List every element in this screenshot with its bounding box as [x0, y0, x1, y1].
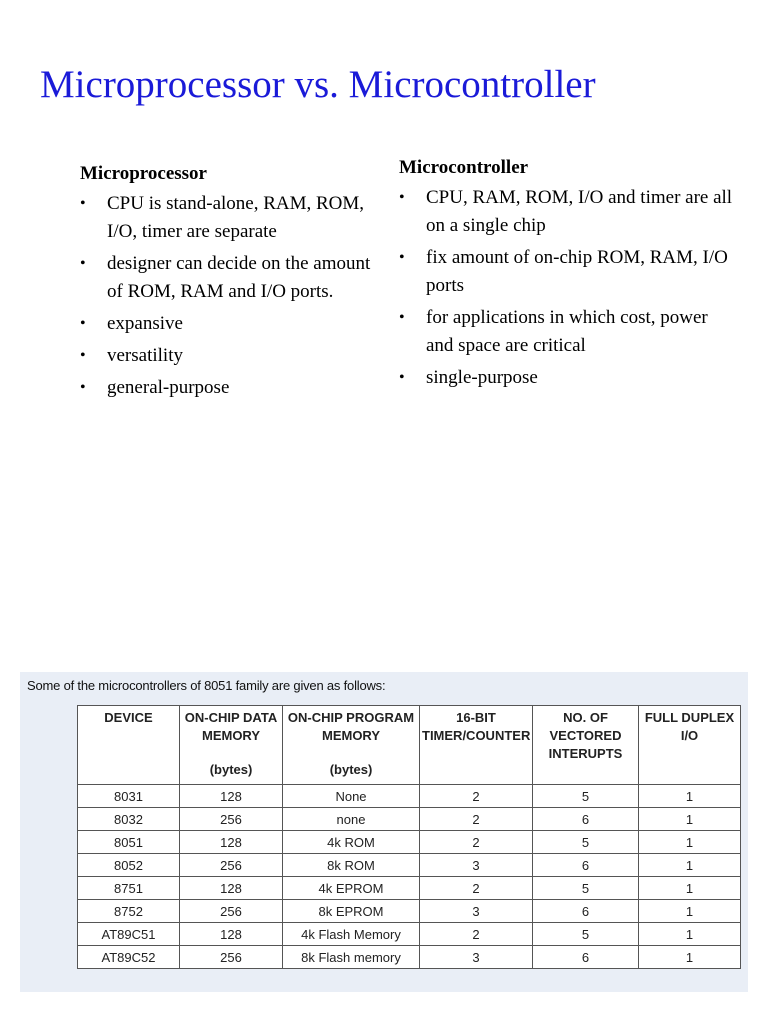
microprocessor-bullet-item	[80, 250, 380, 306]
table-cell: 1	[639, 831, 741, 854]
microprocessor-column	[80, 162, 380, 406]
microcontroller-bullet-text: for applications in which cost, power and space are critical	[426, 307, 708, 356]
table-row	[78, 900, 741, 923]
microprocessor-bullet-item	[80, 374, 380, 402]
bullet-icon: •	[399, 369, 405, 386]
microprocessor-bullet-text: general-purpose	[107, 377, 230, 398]
table-cell: 1	[639, 785, 741, 808]
table-cell: 5	[533, 923, 639, 946]
slide-title: Microprocessor vs. Microcontroller	[40, 63, 596, 106]
microcontroller-column	[399, 156, 739, 396]
table-row	[78, 923, 741, 946]
microprocessor-bullet-text: CPU is stand-alone, RAM, ROM, I/O, timer are separate	[107, 193, 365, 242]
table-row	[78, 854, 741, 877]
table-row	[78, 808, 741, 831]
table-cell: 6	[533, 854, 639, 877]
table-cell: 2	[420, 877, 533, 900]
table-cell: 128	[180, 785, 283, 808]
table-cell: 8032	[78, 808, 180, 831]
column-header-unit: (bytes)	[329, 762, 373, 777]
table-cell: 256	[180, 808, 283, 831]
bullet-icon: •	[80, 255, 86, 272]
table-cell: 128	[180, 831, 283, 854]
column-header	[533, 706, 639, 785]
table-row	[78, 785, 741, 808]
table-cell: 2	[420, 831, 533, 854]
column-header	[180, 706, 283, 785]
column-header	[420, 706, 533, 785]
column-header-label: DEVICE	[104, 710, 153, 725]
table-cell: 6	[533, 946, 639, 969]
table-cell: 1	[639, 854, 741, 877]
bullet-icon: •	[399, 249, 405, 266]
microcontroller-bullet-item	[399, 184, 739, 240]
microprocessor-bullet-list	[80, 190, 380, 402]
microprocessor-bullet-item	[80, 190, 380, 246]
column-header-label: FULL DUPLEX I/O	[644, 710, 735, 743]
microcontroller-bullet-item	[399, 364, 739, 392]
table-cell: 2	[420, 785, 533, 808]
table-cell: 2	[420, 923, 533, 946]
table-cell: 256	[180, 854, 283, 877]
table-cell: 1	[639, 946, 741, 969]
table-cell: 8052	[78, 854, 180, 877]
table-header-row	[78, 706, 741, 785]
table-cell: 5	[533, 831, 639, 854]
bullet-icon: •	[80, 195, 86, 212]
bullet-icon: •	[80, 315, 86, 332]
table-cell: 8k Flash memory	[283, 946, 420, 969]
microcontroller-bullet-text: single-purpose	[426, 367, 538, 388]
table-cell: 8k EPROM	[283, 900, 420, 923]
table-cell: 1	[639, 923, 741, 946]
table-cell: 4k ROM	[283, 831, 420, 854]
microprocessor-bullet-item	[80, 342, 380, 370]
table-cell: 4k EPROM	[283, 877, 420, 900]
microprocessor-bullet-text: designer can decide on the amount of ROM, RAM and I/O ports.	[107, 253, 371, 302]
bullet-icon: •	[80, 347, 86, 364]
table-cell: 3	[420, 854, 533, 877]
table-cell: 256	[180, 946, 283, 969]
column-header-label: NO. OF VECTORED INTERUPTS	[548, 710, 623, 761]
table-cell: 6	[533, 900, 639, 923]
table-body	[78, 785, 741, 969]
bullet-icon: •	[399, 189, 405, 206]
column-header	[639, 706, 741, 785]
microprocessor-heading: Microprocessor	[80, 163, 207, 184]
table-cell: AT89C52	[78, 946, 180, 969]
column-header-label: 16-BIT TIMER/COUNTER	[422, 710, 531, 743]
table-cell: None	[283, 785, 420, 808]
family-table-panel	[20, 672, 748, 992]
table-cell: 1	[639, 900, 741, 923]
table-cell: 5	[533, 877, 639, 900]
family-spec-table	[77, 705, 741, 969]
table-cell: 8031	[78, 785, 180, 808]
microcontroller-bullet-text: CPU, RAM, ROM, I/O and timer are all on a single chip	[426, 187, 733, 236]
table-row	[78, 877, 741, 900]
table-cell: 6	[533, 808, 639, 831]
table-cell: 8051	[78, 831, 180, 854]
table-cell: 4k Flash Memory	[283, 923, 420, 946]
microprocessor-bullet-text: versatility	[107, 345, 183, 366]
table-caption: Some of the microcontrollers of 8051 family are given as follows:	[27, 678, 386, 693]
table-cell: 5	[533, 785, 639, 808]
table-cell: 8751	[78, 877, 180, 900]
bullet-icon: •	[80, 379, 86, 396]
table-row	[78, 946, 741, 969]
table-cell: 8752	[78, 900, 180, 923]
table-cell: 1	[639, 877, 741, 900]
column-header	[283, 706, 420, 785]
table-cell: 3	[420, 900, 533, 923]
microprocessor-bullet-item	[80, 310, 380, 338]
column-header-unit: (bytes)	[209, 762, 253, 777]
column-header-label: ON-CHIP DATA MEMORY	[184, 710, 278, 743]
microcontroller-bullet-list	[399, 184, 739, 392]
table-cell: 1	[639, 808, 741, 831]
table-cell: 128	[180, 877, 283, 900]
table-cell: 128	[180, 923, 283, 946]
column-header	[78, 706, 180, 785]
table-cell: none	[283, 808, 420, 831]
microcontroller-bullet-item	[399, 244, 739, 300]
table-cell: 3	[420, 946, 533, 969]
microprocessor-bullet-text: expansive	[107, 313, 183, 334]
microcontroller-heading: Microcontroller	[399, 157, 529, 178]
table-cell: 256	[180, 900, 283, 923]
microcontroller-bullet-item	[399, 304, 739, 360]
table-cell: AT89C51	[78, 923, 180, 946]
column-header-label: ON-CHIP PROGRAM MEMORY	[287, 710, 415, 743]
table-row	[78, 831, 741, 854]
bullet-icon: •	[399, 309, 405, 326]
table-cell: 8k ROM	[283, 854, 420, 877]
microcontroller-bullet-text: fix amount of on-chip ROM, RAM, I/O ports	[426, 247, 728, 296]
table-cell: 2	[420, 808, 533, 831]
